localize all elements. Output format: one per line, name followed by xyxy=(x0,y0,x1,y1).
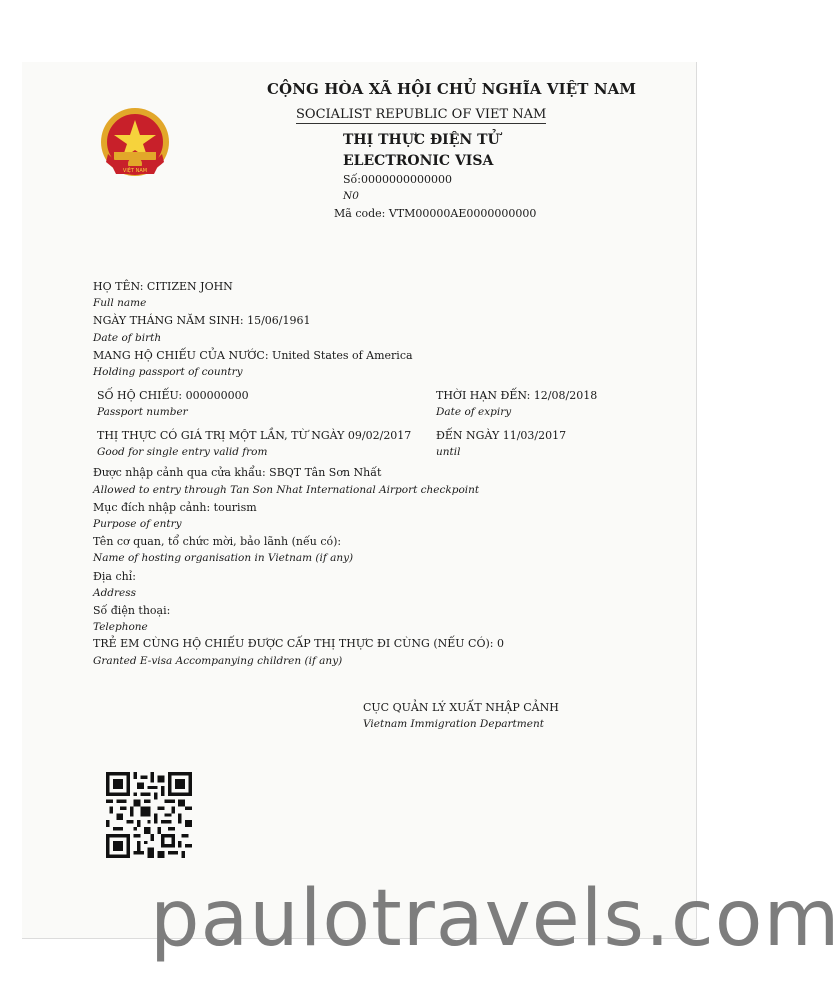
national-emblem-icon xyxy=(94,104,176,186)
valid-from-value: 09/02/2017 xyxy=(347,429,412,442)
valid-until-value: 11/03/2017 xyxy=(502,429,567,442)
telephone-label-en: Telephone xyxy=(93,621,148,633)
entry-port-label: Được nhập cảnh qua cửa khẩu: xyxy=(93,466,266,479)
full-name-row xyxy=(93,280,233,293)
host-org-label: Tên cơ quan, tổ chức mời, bảo lãnh (nếu có): xyxy=(93,535,342,548)
purpose-label: Mục đích nhập cảnh: xyxy=(93,501,211,514)
visa-number-value: 0000000000000 xyxy=(360,173,452,186)
entry-port-value: SBQT Tân Sơn Nhất xyxy=(269,466,382,479)
visa-code-label: Mã code: xyxy=(334,207,386,220)
dob-value: 15/06/1961 xyxy=(247,314,311,327)
expiry-value: 12/08/2018 xyxy=(533,389,598,402)
svg-text:VIỆT NAM: VIỆT NAM xyxy=(122,168,148,174)
nationality-label: MANG HỘ CHIẾU CỦA NƯỚC: xyxy=(93,349,269,362)
host-org-row xyxy=(93,535,341,548)
purpose-value: tourism xyxy=(213,501,257,514)
visa-title-en: ELECTRONIC VISA xyxy=(343,153,494,169)
address-label-en: Address xyxy=(93,587,137,599)
valid-from-row xyxy=(97,429,411,442)
valid-from-label: THỊ THỰC CÓ GIÁ TRỊ MỘT LẦN, TỪ NGÀY xyxy=(97,429,345,442)
nationality-value: United States of America xyxy=(272,349,413,362)
issuer-name-vi: CỤC QUẢN LÝ XUẤT NHẬP CẢNH xyxy=(363,701,559,714)
children-value: 0 xyxy=(496,637,504,650)
nationality-label-en: Holding passport of country xyxy=(93,366,243,378)
children-label: TRẺ EM CÙNG HỘ CHIẾU ĐƯỢC CẤP THỊ THỰC ĐI CÙNG (NẾU CÓ): xyxy=(93,637,494,650)
country-name-vi: CỘNG HÒA XÃ HỘI CHỦ NGHĨA VIỆT NAM xyxy=(267,80,637,98)
purpose-label-en: Purpose of entry xyxy=(93,518,182,530)
passport-row xyxy=(97,389,249,402)
dob-row xyxy=(93,314,311,327)
visa-code xyxy=(334,207,536,220)
issuer-name-en: Vietnam Immigration Department xyxy=(363,718,544,730)
full-name-value: CITIZEN JOHN xyxy=(146,280,233,293)
purpose-row xyxy=(93,501,257,514)
address-label: Địa chỉ: xyxy=(93,570,136,583)
watermark-text: paulotravels.com xyxy=(150,874,840,964)
visa-title-vi: THỊ THỰC ĐIỆN TỬ xyxy=(343,132,500,148)
expiry-label-en: Date of expiry xyxy=(436,406,512,418)
valid-until-label: ĐẾN NGÀY xyxy=(436,429,500,442)
valid-from-label-en: Good for single entry valid from xyxy=(97,446,268,458)
children-label-en: Granted E-visa Accompanying children (if any) xyxy=(93,655,343,667)
valid-until-row xyxy=(436,429,566,442)
valid-until-label-en: until xyxy=(436,446,461,458)
passport-label-en: Passport number xyxy=(97,406,188,418)
dob-label: NGÀY THÁNG NĂM SINH: xyxy=(93,314,244,327)
telephone-row xyxy=(93,604,170,617)
full-name-label-en: Full name xyxy=(93,297,147,309)
entry-port-row xyxy=(93,466,381,479)
address-row xyxy=(93,570,136,583)
visa-number xyxy=(343,173,452,186)
expiry-row xyxy=(436,389,597,402)
passport-label: SỐ HỘ CHIẾU: xyxy=(97,389,183,402)
children-row xyxy=(93,637,504,650)
passport-value: 000000000 xyxy=(185,389,249,402)
entry-port-label-en: Allowed to entry through Tan Son Nhat International Airport checkpoint xyxy=(93,484,480,496)
visa-number-label-en: N0 xyxy=(343,190,359,202)
qr-code-icon xyxy=(106,772,192,858)
visa-number-label: Số: xyxy=(343,173,361,186)
telephone-label: Số điện thoại: xyxy=(93,604,171,617)
host-org-label-en: Name of hosting organisation in Vietnam (if any) xyxy=(93,552,354,564)
visa-code-value: VTM00000AE0000000000 xyxy=(388,207,537,220)
country-name-en: SOCIALIST REPUBLIC OF VIET NAM xyxy=(296,107,547,122)
dob-label-en: Date of birth xyxy=(93,332,162,344)
full-name-label: HỌ TÊN: xyxy=(93,280,144,293)
nationality-row xyxy=(93,349,413,362)
expiry-label: THỜI HẠN ĐẾN: xyxy=(436,389,531,402)
